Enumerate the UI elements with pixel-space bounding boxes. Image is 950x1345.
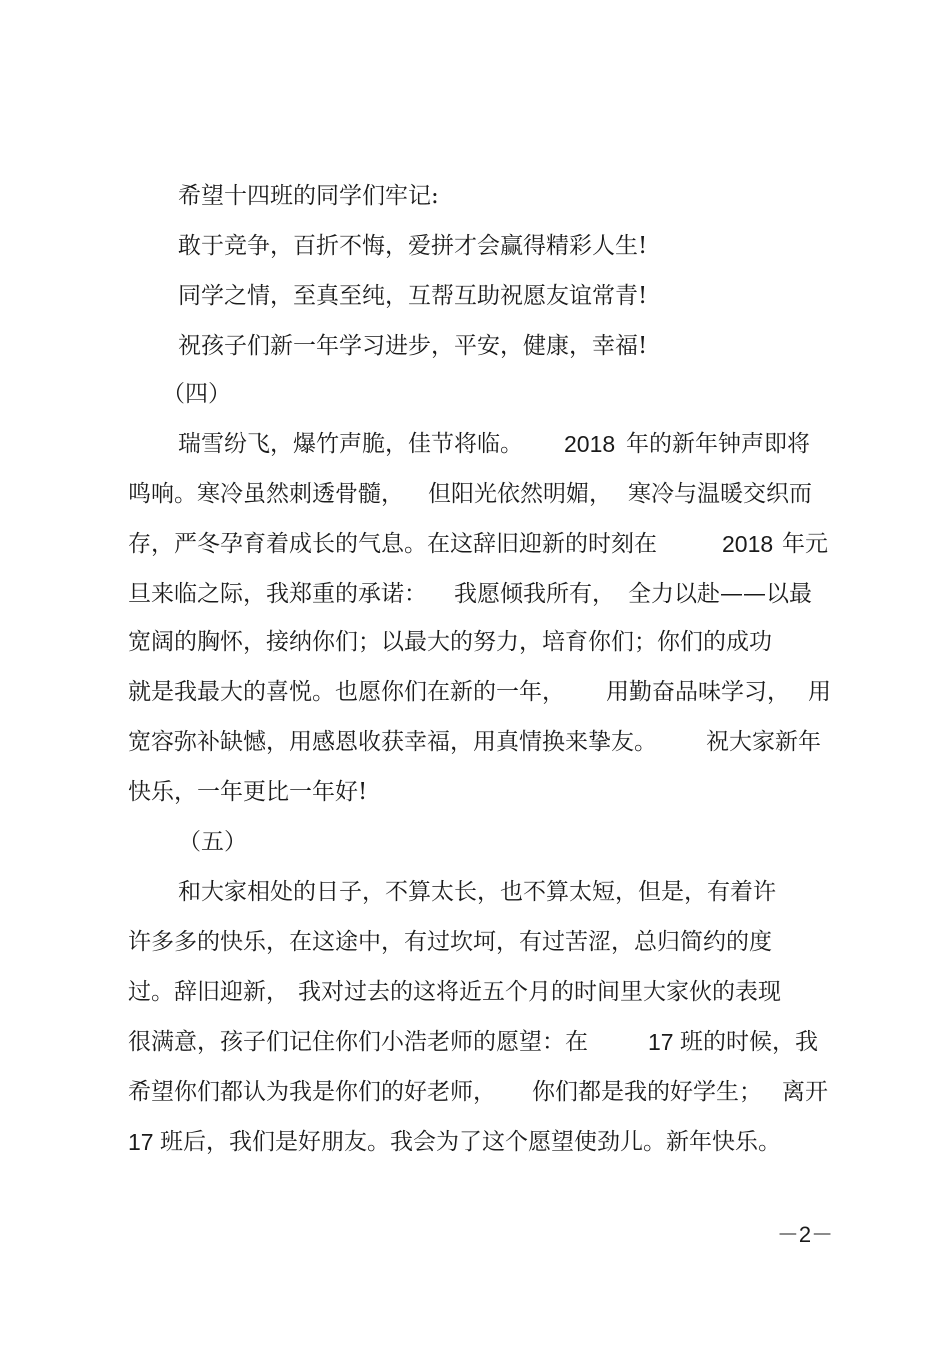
text-segment: 你们都是我的好学生； (532, 1079, 762, 1105)
text-segment: （四） (162, 381, 231, 407)
text-segment: 祝孩子们新一年学习进步，平安，健康，幸福! (178, 333, 648, 359)
text-segment: 宽容弥补缺憾，用感恩收获幸福，用真情换来挚友。 (128, 729, 657, 755)
text-line (0, 1022, 950, 1062)
text-line (0, 722, 950, 762)
text-segment: 就是我最大的喜悦。也愿你们在新的一年， (128, 679, 565, 705)
text-line (0, 1122, 950, 1162)
text-line (0, 872, 950, 912)
text-segment: 过。辞旧迎新， (128, 979, 289, 1005)
text-segment: 希望你们都认为我是你们的好老师， (128, 1079, 496, 1105)
text-segment: 祝大家新年 (706, 729, 821, 755)
text-line (0, 622, 950, 662)
text-line (0, 226, 950, 266)
text-line (0, 972, 950, 1012)
text-segment: 班后，我们是好朋友。我会为了这个愿望使劲儿。新年快乐。 (160, 1129, 781, 1155)
text-segment: 敢于竞争，百折不悔，爱拼才会赢得精彩人生! (178, 233, 648, 259)
text-segment: 17 (128, 1129, 154, 1155)
text-line (0, 1072, 950, 1112)
text-line (0, 922, 950, 962)
section-heading (0, 374, 950, 414)
text-line (0, 672, 950, 712)
text-line (0, 326, 950, 366)
text-segment: 班的时候，我 (680, 1029, 818, 1055)
text-segment: 17 (648, 1029, 674, 1055)
text-segment: 但阳光依然明媚， (428, 481, 612, 507)
text-segment: 存，严冬孕育着成长的气息。在这辞旧迎新的时刻在 (128, 531, 657, 557)
text-segment: 2018 (564, 431, 616, 457)
text-line (0, 574, 950, 614)
text-segment: 宽阔的胸怀，接纳你们；以最大的努力，培育你们；你们的成功 (128, 629, 772, 655)
text-segment: 旦来临之际，我郑重的承诺： (128, 581, 427, 607)
text-segment: 年的新年钟声即将 (626, 431, 810, 457)
text-line (0, 176, 950, 216)
text-segment: 鸣响。寒冷虽然刺透骨髓， (128, 481, 404, 507)
text-segment: 寒冷与温暖交织而 (628, 481, 812, 507)
text-line (0, 772, 950, 812)
text-segment: 我愿倾我所有， (454, 581, 615, 607)
text-segment: 我对过去的这将近五个月的时间里大家伙的表现 (298, 979, 781, 1005)
text-segment: 用勤奋品味学习， (606, 679, 790, 705)
text-segment: 2018 (722, 531, 774, 557)
text-line (0, 474, 950, 514)
text-segment: 全力以赴——以最 (628, 581, 812, 607)
section-heading (0, 822, 950, 862)
text-line (0, 276, 950, 316)
text-segment: 希望十四班的同学们牢记: (178, 183, 439, 209)
text-segment: 用 (808, 679, 831, 705)
text-segment: 快乐，一年更比一年好! (128, 779, 368, 805)
text-segment: 和大家相处的日子，不算太长，也不算太短，但是，有着许 (178, 879, 776, 905)
text-segment: （五） (178, 829, 247, 855)
text-line (0, 524, 950, 564)
page-number: －2－ (776, 1222, 834, 1247)
text-segment: 很满意，孩子们记住你们小浩老师的愿望：在 (128, 1029, 588, 1055)
text-segment: 同学之情，至真至纯，互帮互助祝愿友谊常青! (178, 283, 648, 309)
text-segment: 许多多的快乐，在这途中，有过坎坷，有过苦涩，总归简约的度 (128, 929, 772, 955)
text-segment: 年元 (782, 531, 828, 557)
text-segment: 离开 (782, 1079, 828, 1105)
text-segment: 瑞雪纷飞，爆竹声脆，佳节将临。 (178, 431, 523, 457)
text-line (0, 424, 950, 464)
